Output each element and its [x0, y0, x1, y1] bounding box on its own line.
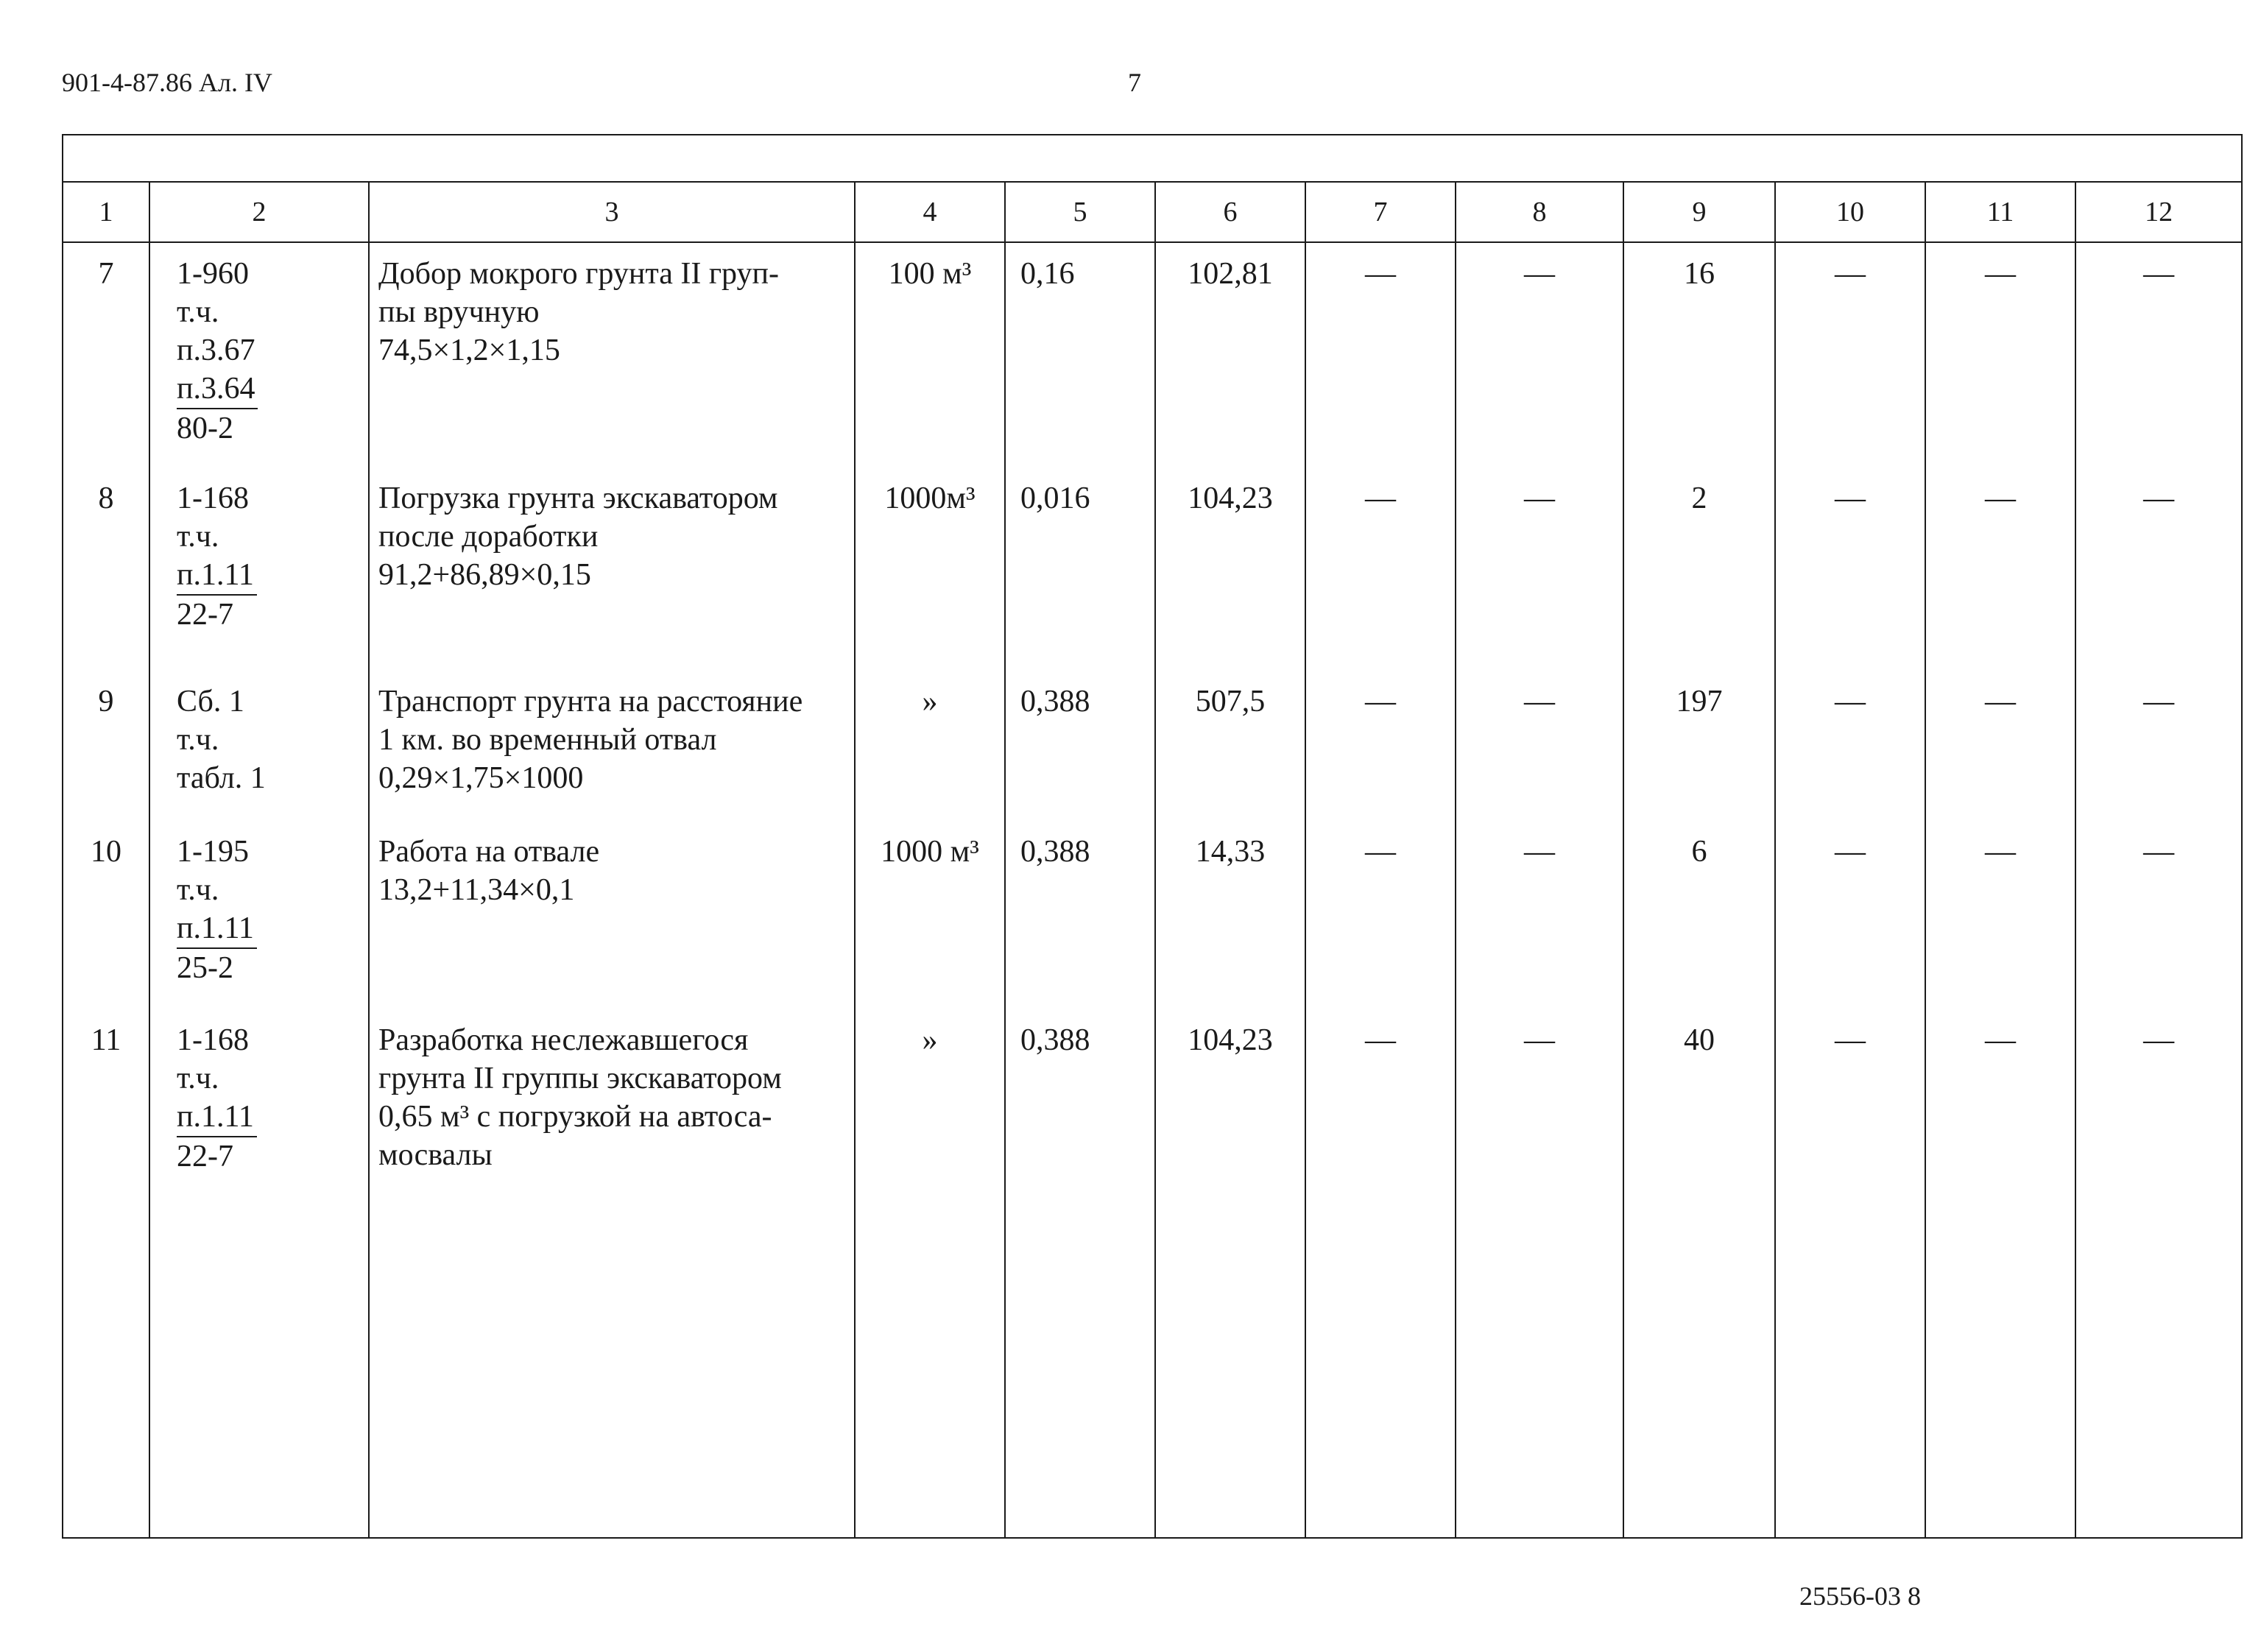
col8-cell: —	[1456, 821, 1623, 1009]
description-line: 1 км. во временный отвал	[378, 723, 717, 757]
column-number: 2	[149, 182, 369, 242]
norm-code-fraction	[177, 909, 257, 987]
col10-cell: —	[1775, 821, 1925, 1009]
col8-cell: —	[1456, 242, 1623, 467]
norm-code-line: Сб. 1	[177, 685, 244, 719]
col7-cell: —	[1305, 242, 1456, 467]
description-line: 0,29×1,75×1000	[378, 761, 584, 795]
row-number: 8	[63, 467, 149, 671]
norm-code	[149, 1009, 369, 1538]
price-cell: 102,81	[1155, 242, 1305, 467]
description-line: после доработки	[378, 520, 599, 554]
row-number: 9	[63, 671, 149, 821]
description-line: Транспорт грунта на расстояние	[378, 685, 803, 719]
column-number: 1	[63, 182, 149, 242]
quantity-cell: 0,388	[1005, 671, 1155, 821]
column-number: 5	[1005, 182, 1155, 242]
col11-cell: —	[1925, 1009, 2075, 1538]
norm-code-fraction	[177, 556, 257, 634]
norm-code-line: т.ч.	[177, 723, 219, 757]
column-number: 6	[1155, 182, 1305, 242]
col12-cell: —	[2075, 821, 2242, 1009]
norm-code-line: 1-195	[177, 835, 249, 869]
norm-code-line: т.ч.	[177, 520, 219, 554]
description-line: 91,2+86,89×0,15	[378, 558, 591, 592]
norm-code	[149, 671, 369, 821]
col9-cell: 2	[1623, 467, 1775, 671]
norm-code-line: т.ч.	[177, 873, 219, 907]
description-line: 13,2+11,34×0,1	[378, 873, 575, 907]
work-description	[369, 242, 855, 467]
col9-cell: 6	[1623, 821, 1775, 1009]
col7-cell: —	[1305, 1009, 1456, 1538]
table-row	[63, 671, 2242, 821]
quantity-cell: 0,388	[1005, 821, 1155, 1009]
quantity-cell: 0,016	[1005, 467, 1155, 671]
description-line: пы вручную	[378, 295, 540, 329]
col12-cell: —	[2075, 242, 2242, 467]
column-number: 11	[1925, 182, 2075, 242]
norm-code-fraction	[177, 1098, 257, 1176]
col10-cell: —	[1775, 671, 1925, 821]
row-number: 11	[63, 1009, 149, 1538]
norm-code-denominator: 25-2	[177, 951, 233, 985]
norm-code-line: 1-168	[177, 1023, 249, 1057]
norm-code-line: табл. 1	[177, 761, 266, 795]
footer-code: 25556-03 8	[1799, 1581, 1921, 1611]
col10-cell: —	[1775, 1009, 1925, 1538]
table-header-blank-row	[63, 135, 2242, 182]
column-number: 3	[369, 182, 855, 242]
norm-code-denominator: 80-2	[177, 412, 233, 445]
col11-cell: —	[1925, 467, 2075, 671]
norm-code-line: 1-960	[177, 257, 249, 291]
quantity-cell: 0,388	[1005, 1009, 1155, 1538]
work-description	[369, 467, 855, 671]
description-line: мосвалы	[378, 1138, 493, 1172]
col11-cell: —	[1925, 671, 2075, 821]
column-number: 9	[1623, 182, 1775, 242]
col12-cell: —	[2075, 467, 2242, 671]
table-row	[63, 242, 2242, 467]
norm-code-fraction	[177, 370, 258, 448]
norm-code-denominator: 22-7	[177, 1140, 233, 1173]
col9-cell: 197	[1623, 671, 1775, 821]
col10-cell: —	[1775, 467, 1925, 671]
work-description	[369, 1009, 855, 1538]
col8-cell: —	[1456, 467, 1623, 671]
norm-code	[149, 242, 369, 467]
price-cell: 507,5	[1155, 671, 1305, 821]
unit-cell: »	[855, 671, 1005, 821]
work-description	[369, 671, 855, 821]
col8-cell: —	[1456, 1009, 1623, 1538]
page-number: 7	[1128, 68, 1141, 97]
unit-cell: »	[855, 1009, 1005, 1538]
column-number: 10	[1775, 182, 1925, 242]
price-cell: 14,33	[1155, 821, 1305, 1009]
norm-code-numerator: п.1.11	[177, 1098, 257, 1137]
col11-cell: —	[1925, 242, 2075, 467]
table-row	[63, 1009, 2242, 1538]
price-cell: 104,23	[1155, 467, 1305, 671]
norm-code	[149, 821, 369, 1009]
col12-cell: —	[2075, 1009, 2242, 1538]
norm-code-line: 1-168	[177, 481, 249, 515]
norm-code	[149, 467, 369, 671]
norm-code-numerator: п.1.11	[177, 556, 257, 596]
col8-cell: —	[1456, 671, 1623, 821]
description-line: Добор мокрого грунта II груп-	[378, 257, 779, 291]
estimate-table	[62, 134, 2243, 1539]
col11-cell: —	[1925, 821, 2075, 1009]
unit-cell: 100 м³	[855, 242, 1005, 467]
norm-code-numerator: п.1.11	[177, 909, 257, 949]
col7-cell: —	[1305, 821, 1456, 1009]
col7-cell: —	[1305, 671, 1456, 821]
norm-code-denominator: 22-7	[177, 598, 233, 632]
norm-code-line: т.ч.	[177, 295, 219, 329]
col12-cell: —	[2075, 671, 2242, 821]
column-number-row	[63, 182, 2242, 242]
norm-code-line: т.ч.	[177, 1062, 219, 1095]
description-line: Разработка неслежавшегося	[378, 1023, 749, 1057]
column-number: 12	[2075, 182, 2242, 242]
description-line: Погрузка грунта экскаватором	[378, 481, 778, 515]
table-row	[63, 821, 2242, 1009]
quantity-cell: 0,16	[1005, 242, 1155, 467]
col10-cell: —	[1775, 242, 1925, 467]
description-line: 0,65 м³ с погрузкой на автоса-	[378, 1100, 772, 1134]
table-header-blank-cell	[63, 135, 2242, 182]
col9-cell: 40	[1623, 1009, 1775, 1538]
description-line: грунта II группы экскаватором	[378, 1062, 782, 1095]
document-code: 901-4-87.86 Ал. IV	[62, 68, 272, 97]
work-description	[369, 821, 855, 1009]
norm-code-numerator: п.3.64	[177, 370, 258, 409]
price-cell: 104,23	[1155, 1009, 1305, 1538]
col9-cell: 16	[1623, 242, 1775, 467]
description-line: Работа на отвале	[378, 835, 600, 869]
norm-code-line: п.3.67	[177, 333, 255, 367]
description-line: 74,5×1,2×1,15	[378, 333, 560, 367]
column-number: 7	[1305, 182, 1456, 242]
unit-cell: 1000м³	[855, 467, 1005, 671]
unit-cell: 1000 м³	[855, 821, 1005, 1009]
column-number: 4	[855, 182, 1005, 242]
col7-cell: —	[1305, 467, 1456, 671]
row-number: 10	[63, 821, 149, 1009]
row-number: 7	[63, 242, 149, 467]
column-number: 8	[1456, 182, 1623, 242]
table-row	[63, 467, 2242, 671]
